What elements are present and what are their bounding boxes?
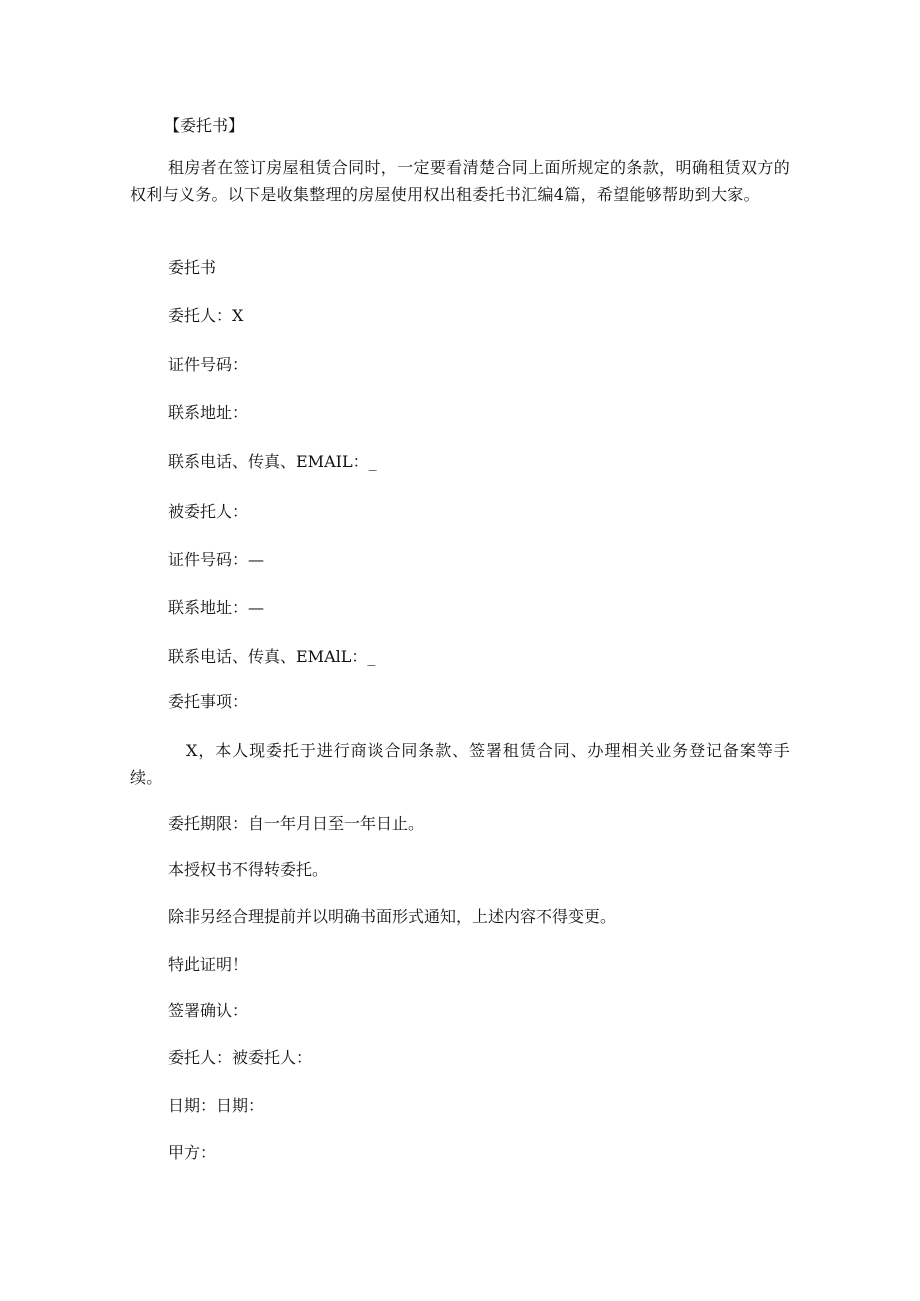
signature-confirmation: 签署确认： [168, 1001, 249, 1020]
entrust-term: 委托期限：自一年月日至一年日止。 [168, 814, 425, 833]
no-change-clause: 除非另经合理提前并以明确书面形式通知，上述内容不得变更。 [168, 907, 617, 926]
agent-name: 被委托人： [168, 502, 249, 521]
letter-title: 委托书 [168, 258, 217, 277]
principal-id-number: 证件号码： [168, 355, 249, 374]
principal-name: 委托人：X [168, 306, 244, 325]
agent-address: 联系地址：— [168, 598, 265, 617]
intro-paragraph: 租房者在签订房屋租赁合同时，一定要看清楚合同上面所规定的条款，明确租赁双方的权利与义务。以下是收集整理的房屋使用权出租委托书汇编4篇，希望能够帮助到大家。 [130, 158, 790, 204]
hereby-certify: 特此证明！ [168, 955, 249, 974]
matters-label: 委托事项： [168, 692, 249, 711]
agent-id-number: 证件号码：— [168, 550, 265, 569]
no-transfer-clause: 本授权书不得转委托。 [168, 860, 329, 879]
agent-contact: 联系电话、传真、EMAlL：_ [168, 647, 376, 666]
party-a-label: 甲方： [168, 1143, 217, 1162]
signature-dates: 日期：日期： [168, 1096, 265, 1115]
principal-contact: 联系电话、传真、EMAIL：_ [168, 452, 377, 471]
document-heading: 【委托书】 [164, 116, 245, 135]
matters-paragraph: X，本人现委托于进行商谈合同条款、签署租赁合同、办理相关业务登记备案等手续。 [130, 741, 790, 787]
principal-address: 联系地址： [168, 403, 249, 422]
signature-parties: 委托人：被委托人： [168, 1048, 313, 1067]
